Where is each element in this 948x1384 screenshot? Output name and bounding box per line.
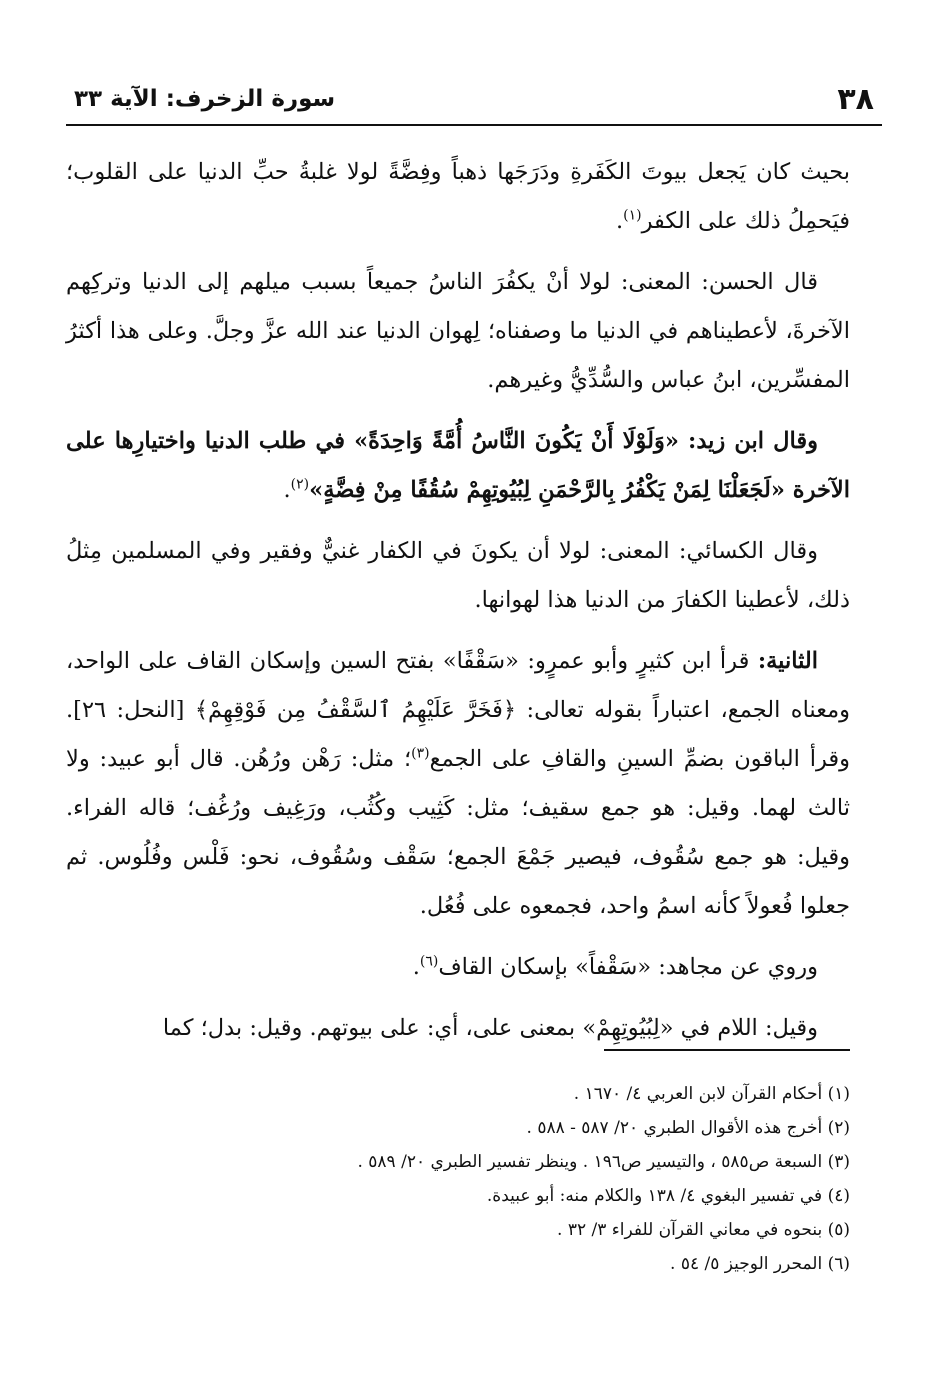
paragraph: الثانية: قرأ ابن كثيرٍ وأبو عمرٍو: «سَقْفًا» بفتح السين وإسكان القاف على الواحد، ومعناه الجمع، اعتباراً بقوله تعالى: ﴿فَخَرَّ عَلَيْهِمُ ٱلسَّقْفُ مِن فَوْقِهِمْ﴾ [النحل: ٢٦]. وقرأ الباقون بضمِّ السينِ والقافِ على الجمع$^{(٣)}$؛ مثل: رَهْن ورُهُن. قال أبو عبيد: ولا ثالث لهما. وقيل: هو جمع سقيف؛ مثل: كَثِيب وكُثُب، ورَغِيف ورُغُف؛ قاله الفراء. وقيل: هو جمع سُقُوف، فيصير جَمْعَ الجمع؛ سَقْف وسُقُوف، نحو: فَلْس وفُلُوس. ثم جعلوا فُعولاً كأنه اسمُ واحد، فجمعوه على فُعُل.	[66, 648, 850, 919]
paragraph: وقيل: اللام في «لِبُيُوتِهِمْ» بمعنى على، أي: على بيوتهم. وقيل: بدل؛ كما	[162, 1015, 818, 1041]
footnote: (٥) بنحوه في معاني القرآن للفراء ٣/ ٣٢ .	[557, 1220, 850, 1240]
footnote: (٦) المحرر الوجيز ٥/ ٥٤ .	[670, 1254, 850, 1274]
paragraph: وروي عن مجاهد: «سَقْفاً» بإسكان القاف$^{(٦)}$.	[412, 953, 818, 980]
footnote: (٣) السبعة ص٥٨٥ ، والتيسير ص١٩٦ . وينظر تفسير الطبري ٢٠/ ٥٨٩ .	[357, 1152, 850, 1172]
paragraph: قال الحسن: المعنى: لولا أنْ يكفُرَ الناسُ جميعاً بسبب ميلهم إلى الدنيا وتركِهم الآخرةَ، لأعطيناهم في الدنيا ما وصفناه؛ لِهوان الدنيا عند الله عزَّ وجلَّ. وعلى هذا أكثرُ المفسِّرين، ابنُ عباس والسُّدِّيُّ وغيرهم.	[66, 269, 850, 393]
footnote-ref: (٢)	[290, 476, 310, 493]
footnote-divider	[604, 1049, 850, 1051]
main-text	[66, 148, 850, 1053]
paragraph: وقال الكسائي: المعنى: لولا أن يكونَ في الكفار غنيٌّ وفقير وفي المسلمين مِثلُ ذلك، لأعطينا الكفارَ من الدنيا هذا لهوانها.	[66, 538, 850, 613]
footnotes	[66, 1077, 850, 1281]
footnote: (١) أحكام القرآن لابن العربي ٤/ ١٦٧٠ .	[573, 1084, 850, 1104]
footnote-ref: (٣)	[411, 745, 430, 762]
paragraph: وقال ابن زيد: «وَلَوْلَا أَنْ يَكُونَ النَّاسُ أُمَّةً وَاحِدَةً» في طلب الدنيا واختيارِها على الآخرة «لَجَعَلْنَا لِمَنْ يَكْفُرُ بِالرَّحْمَنِ لِبُيُوتِهِمْ سُقُفًا مِنْ فِضَّةٍ»$^{(٢)}$.	[66, 428, 850, 503]
section-lead: الثانية:	[757, 648, 818, 674]
footnote-ref: (١)	[623, 207, 642, 224]
paragraph: بحيث كان يَجعل بيوتَ الكَفَرةِ ودَرَجَها ذهباً وفِضَّةً لولا غلبةُ حبِّ الدنيا على القلوب؛ فيَحمِلُ ذلك على الكفر$^{(١)}$.	[66, 159, 850, 234]
page-header	[66, 72, 882, 126]
footnote-ref: (٦)	[419, 953, 439, 970]
footnote: (٢) أخرج هذه الأقوال الطبري ٢٠/ ٥٨٧ - ٥٨٨ .	[526, 1118, 850, 1138]
page-number: ٣٨	[837, 82, 874, 117]
running-title: سورة الزخرف: الآية ٣٣	[74, 86, 336, 112]
footnote: (٤) في تفسير البغوي ٤/ ١٣٨ والكلام منه: أبو عبيدة.	[486, 1186, 850, 1206]
